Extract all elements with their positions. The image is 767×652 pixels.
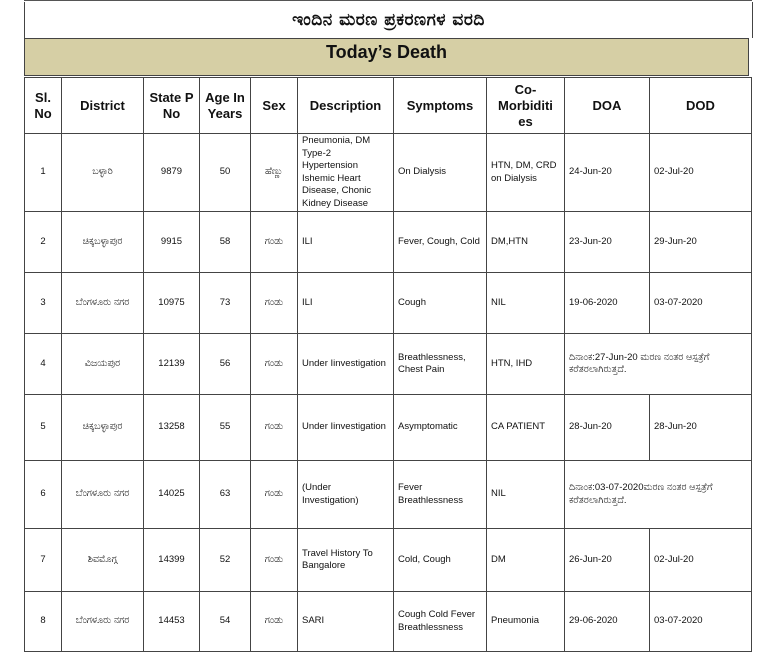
cell-doa: 29-06-2020 bbox=[565, 592, 650, 652]
col-header-sl-no: Sl. No bbox=[25, 78, 62, 134]
cell-district: ಚಿಕ್ಕಬಳ್ಳಾಪುರ bbox=[62, 212, 144, 273]
cell-age: 56 bbox=[200, 334, 251, 395]
cell-sl-no: 1 bbox=[25, 134, 62, 212]
cell-comorbidities: NIL bbox=[487, 273, 565, 334]
cell-doa: 19-06-2020 bbox=[565, 273, 650, 334]
cell-description: ILI bbox=[298, 212, 394, 273]
cell-dod: 02-Jul-20 bbox=[650, 529, 752, 592]
cell-state-p-no: 9915 bbox=[144, 212, 200, 273]
cell-sl-no: 3 bbox=[25, 273, 62, 334]
cell-sl-no: 2 bbox=[25, 212, 62, 273]
col-header-age: Age In Years bbox=[200, 78, 251, 134]
cell-description: Travel History To Bangalore bbox=[298, 529, 394, 592]
todays-death-title: Today’s Death bbox=[24, 38, 749, 76]
cell-sex: ಗಂಡು bbox=[251, 592, 298, 652]
cell-district: ಬಳ್ಳಾರಿ bbox=[62, 134, 144, 212]
cell-comorbidities: Pneumonia bbox=[487, 592, 565, 652]
table-row bbox=[25, 395, 752, 461]
cell-description: Under Iinvestigation bbox=[298, 395, 394, 461]
cell-doa: 26-Jun-20 bbox=[565, 529, 650, 592]
col-header-district: District bbox=[62, 78, 144, 134]
cell-doa: 28-Jun-20 bbox=[565, 395, 650, 461]
cell-sex: ಗಂಡು bbox=[251, 529, 298, 592]
cell-age: 73 bbox=[200, 273, 251, 334]
cell-age: 50 bbox=[200, 134, 251, 212]
cell-sex: ಗಂಡು bbox=[251, 273, 298, 334]
cell-description: (Under Investigation) bbox=[298, 461, 394, 529]
cell-comorbidities: NIL bbox=[487, 461, 565, 529]
cell-state-p-no: 14025 bbox=[144, 461, 200, 529]
cell-district: ಬೆಂಗಳೂರು ನಗರ bbox=[62, 461, 144, 529]
cell-comorbidities: HTN, DM, CRD on Dialysis bbox=[487, 134, 565, 212]
cell-district: ವಿಜಯಪುರ bbox=[62, 334, 144, 395]
cell-state-p-no: 9879 bbox=[144, 134, 200, 212]
cell-description: ILI bbox=[298, 273, 394, 334]
cell-sex: ಗಂಡು bbox=[251, 461, 298, 529]
cell-description: Under Iinvestigation bbox=[298, 334, 394, 395]
cell-brought-dead-note: ದಿನಾಂಕ:27-Jun-20 ಮರಣ ನಂತರ ಆಸ್ಪತ್ರೆಗೆ ಕರೆತರಲಾಗಿರುತ್ತದೆ. bbox=[565, 334, 752, 395]
cell-symptoms: Fever, Cough, Cold bbox=[394, 212, 487, 273]
cell-sl-no: 5 bbox=[25, 395, 62, 461]
cell-sex: ಗಂಡು bbox=[251, 212, 298, 273]
cell-sex: ಹೆಣ್ಣು bbox=[251, 134, 298, 212]
cell-state-p-no: 13258 bbox=[144, 395, 200, 461]
cell-symptoms: On Dialysis bbox=[394, 134, 487, 212]
cell-state-p-no: 10975 bbox=[144, 273, 200, 334]
table-row bbox=[25, 273, 752, 334]
col-header-description: Description bbox=[298, 78, 394, 134]
table-header-row bbox=[25, 78, 752, 134]
cell-age: 54 bbox=[200, 592, 251, 652]
col-header-comorbidities: Co-Morbiditi es bbox=[487, 78, 565, 134]
cell-sex: ಗಂಡು bbox=[251, 395, 298, 461]
cell-dod: 29-Jun-20 bbox=[650, 212, 752, 273]
table-row bbox=[25, 461, 752, 529]
cell-comorbidities: DM bbox=[487, 529, 565, 592]
death-cases-table bbox=[24, 77, 752, 652]
cell-comorbidities: DM,HTN bbox=[487, 212, 565, 273]
cell-sl-no: 8 bbox=[25, 592, 62, 652]
cell-district: ಚಿಕ್ಕಬಳ್ಳಾಪುರ bbox=[62, 395, 144, 461]
cell-comorbidities: HTN, IHD bbox=[487, 334, 565, 395]
cell-symptoms: Asymptomatic bbox=[394, 395, 487, 461]
cell-description: Pneumonia, DM Type-2 Hypertension Ishemic Heart Disease, Chonic Kidney Disease bbox=[298, 134, 394, 212]
cell-doa: 23-Jun-20 bbox=[565, 212, 650, 273]
table-row bbox=[25, 212, 752, 273]
cell-district: ಬೆಂಗಳೂರು ನಗರ bbox=[62, 592, 144, 652]
col-header-state-p-no: State P No bbox=[144, 78, 200, 134]
cell-symptoms: Breathlessness, Chest Pain bbox=[394, 334, 487, 395]
cell-symptoms: Cough bbox=[394, 273, 487, 334]
cell-age: 63 bbox=[200, 461, 251, 529]
kannada-report-title: ಇಂದಿನ ಮರಣ ಪ್ರಕರಣಗಳ ವರದಿ bbox=[24, 2, 753, 38]
cell-dod: 28-Jun-20 bbox=[650, 395, 752, 461]
cell-description: SARI bbox=[298, 592, 394, 652]
col-header-sex: Sex bbox=[251, 78, 298, 134]
table-row bbox=[25, 334, 752, 395]
cell-state-p-no: 12139 bbox=[144, 334, 200, 395]
col-header-symptoms: Symptoms bbox=[394, 78, 487, 134]
table-row bbox=[25, 592, 752, 652]
col-header-doa: DOA bbox=[565, 78, 650, 134]
col-header-dod: DOD bbox=[650, 78, 752, 134]
cell-brought-dead-note: ದಿನಾಂಕ:03-07-2020ಮರಣ ನಂತರ ಆಸ್ಪತ್ರೆಗೆ ಕರೆತರಲಾಗಿರುತ್ತದೆ. bbox=[565, 461, 752, 529]
cell-district: ಬೆಂಗಳೂರು ನಗರ bbox=[62, 273, 144, 334]
cell-age: 55 bbox=[200, 395, 251, 461]
cell-sl-no: 6 bbox=[25, 461, 62, 529]
cell-sl-no: 7 bbox=[25, 529, 62, 592]
cell-age: 52 bbox=[200, 529, 251, 592]
cell-dod: 03-07-2020 bbox=[650, 273, 752, 334]
cell-doa: 24-Jun-20 bbox=[565, 134, 650, 212]
top-border bbox=[24, 0, 752, 1]
table-row bbox=[25, 529, 752, 592]
table-row bbox=[25, 134, 752, 212]
cell-dod: 02-Jul-20 bbox=[650, 134, 752, 212]
cell-sl-no: 4 bbox=[25, 334, 62, 395]
cell-symptoms: Fever Breathlessness bbox=[394, 461, 487, 529]
cell-comorbidities: CA PATIENT bbox=[487, 395, 565, 461]
cell-dod: 03-07-2020 bbox=[650, 592, 752, 652]
cell-state-p-no: 14399 bbox=[144, 529, 200, 592]
cell-sex: ಗಂಡು bbox=[251, 334, 298, 395]
cell-symptoms: Cough Cold Fever Breathlessness bbox=[394, 592, 487, 652]
cell-age: 58 bbox=[200, 212, 251, 273]
cell-state-p-no: 14453 bbox=[144, 592, 200, 652]
cell-district: ಶಿವಮೊಗ್ಗ bbox=[62, 529, 144, 592]
cell-symptoms: Cold, Cough bbox=[394, 529, 487, 592]
